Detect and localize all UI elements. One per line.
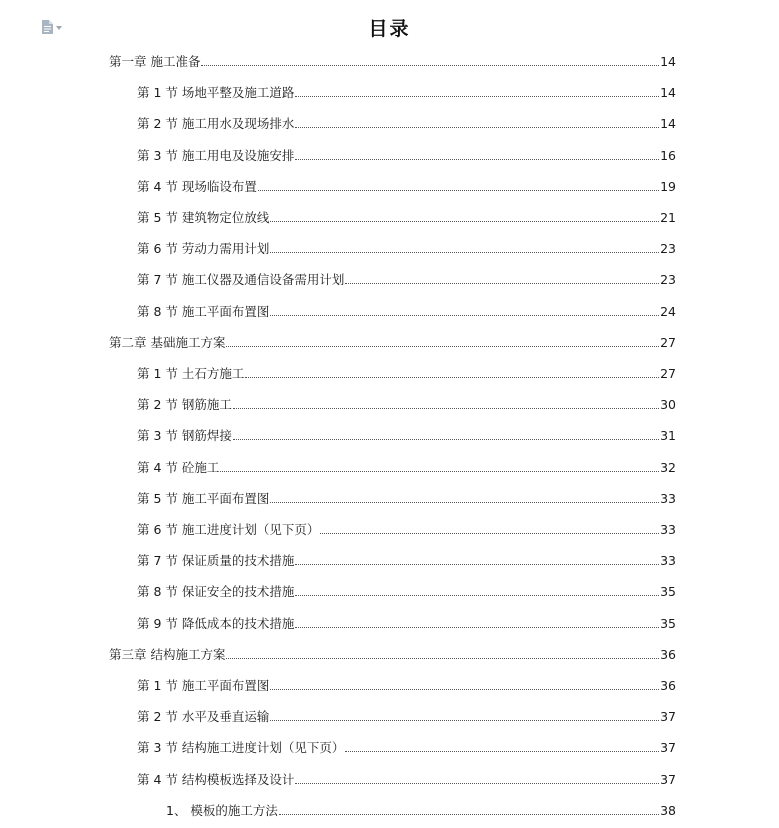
toc-entry-label: 第二章 基础施工方案 <box>109 335 226 350</box>
dot-leader <box>295 564 659 565</box>
toc-entry-label: 第 1 节 施工平面布置图 <box>137 678 270 693</box>
toc-entry-label: 第 2 节 施工用水及现场排水 <box>137 116 295 131</box>
toc-page-number: 23 <box>660 272 676 287</box>
toc-page-number: 33 <box>660 553 676 568</box>
toc-entry-label: 1、 模板的施工方法 <box>166 803 278 818</box>
toc-page-number: 23 <box>660 241 676 256</box>
toc-entry-label: 第 1 节 场地平整及施工道路 <box>137 85 295 100</box>
toc-entry[interactable] <box>137 300 676 320</box>
toc-page-number: 24 <box>660 304 676 319</box>
dot-leader <box>201 65 659 66</box>
toc-entry[interactable] <box>109 50 676 70</box>
toc-page-number: 37 <box>660 709 676 724</box>
toc-page-number: 37 <box>660 772 676 787</box>
toc-entry[interactable] <box>137 206 676 226</box>
toc-entry-label: 第 7 节 施工仪器及通信设备需用计划 <box>137 272 345 287</box>
dot-leader <box>295 159 659 160</box>
toc-entry[interactable] <box>137 549 676 569</box>
toc-page-number: 36 <box>660 678 676 693</box>
dot-leader <box>270 689 659 690</box>
toc-entry[interactable] <box>137 580 676 600</box>
dot-leader <box>258 190 659 191</box>
page-title: 目录 <box>368 18 411 40</box>
toc-entry-label: 第 5 节 建筑物定位放线 <box>137 210 270 225</box>
dot-leader <box>345 283 659 284</box>
toc-entry[interactable] <box>137 362 676 382</box>
toc-entry[interactable] <box>137 456 676 476</box>
toc-page-number: 14 <box>660 116 676 131</box>
toc-entry-label: 第 4 节 砼施工 <box>137 460 220 475</box>
dot-leader <box>345 751 659 752</box>
toc-page-number: 37 <box>660 740 676 755</box>
dot-leader <box>226 658 659 659</box>
dot-leader <box>279 814 659 815</box>
toc-page-number: 19 <box>660 179 676 194</box>
toc-page-number: 38 <box>660 803 676 818</box>
dot-leader <box>320 533 659 534</box>
toc-entry-label: 第 4 节 结构模板选择及设计 <box>137 772 295 787</box>
toc-entry-label: 第 5 节 施工平面布置图 <box>137 491 270 506</box>
toc-page-number: 35 <box>660 584 676 599</box>
toc-entry-label: 第 2 节 钢筋施工 <box>137 397 232 412</box>
toc-entry[interactable] <box>137 674 676 694</box>
dot-leader <box>295 127 659 128</box>
toc-page-number: 30 <box>660 397 676 412</box>
toc-page-number: 33 <box>660 522 676 537</box>
dot-leader <box>220 471 659 472</box>
toc-entry-label: 第 9 节 降低成本的技术措施 <box>137 616 295 631</box>
toc-entry-label: 第 3 节 施工用电及设施安排 <box>137 148 295 163</box>
dot-leader <box>295 627 659 628</box>
toc-entry-label: 第三章 结构施工方案 <box>109 647 226 662</box>
toc-entry-label: 第 7 节 保证质量的技术措施 <box>137 553 295 568</box>
dot-leader <box>295 96 659 97</box>
toc-page-number: 33 <box>660 491 676 506</box>
toc-page-number: 27 <box>660 335 676 350</box>
toc-entry-label: 第 3 节 钢筋焊接 <box>137 428 232 443</box>
toc-page-number: 35 <box>660 616 676 631</box>
dot-leader <box>295 783 659 784</box>
dot-leader <box>226 346 659 347</box>
toc-entry[interactable] <box>109 331 676 351</box>
toc-page-number: 36 <box>660 647 676 662</box>
toc-entry[interactable] <box>109 643 676 663</box>
toc-entry-label: 第 6 节 劳动力需用计划 <box>137 241 270 256</box>
dot-leader <box>245 377 659 378</box>
toc-entry[interactable] <box>137 237 676 257</box>
toc-entry[interactable] <box>137 736 676 756</box>
toc-entry-label: 第一章 施工准备 <box>109 54 201 69</box>
toc-entry-label: 第 6 节 施工进度计划（见下页） <box>137 522 320 537</box>
toc-entry[interactable] <box>166 799 676 819</box>
toc-page-number: 32 <box>660 460 676 475</box>
dot-leader <box>295 595 659 596</box>
toc-entry[interactable] <box>137 81 676 101</box>
toc-entry[interactable] <box>137 424 676 444</box>
toc-page-number: 31 <box>660 428 676 443</box>
toc-entry[interactable] <box>137 518 676 538</box>
toc-page-number: 21 <box>660 210 676 225</box>
toc-entry-label: 第 8 节 施工平面布置图 <box>137 304 270 319</box>
toc-page-number: 14 <box>660 54 676 69</box>
toc-entry-label: 第 3 节 结构施工进度计划（见下页） <box>137 740 345 755</box>
toc-entry[interactable] <box>137 268 676 288</box>
toc-entry[interactable] <box>137 144 676 164</box>
dot-leader <box>270 720 659 721</box>
toc-page-number: 14 <box>660 85 676 100</box>
dot-leader <box>270 502 659 503</box>
toc-page-number: 27 <box>660 366 676 381</box>
dot-leader <box>233 439 659 440</box>
toc-entry-label: 第 2 节 水平及垂直运输 <box>137 709 270 724</box>
toc-entry[interactable] <box>137 393 676 413</box>
toc-entry[interactable] <box>137 112 676 132</box>
dot-leader <box>233 408 659 409</box>
toc-entry-label: 第 8 节 保证安全的技术措施 <box>137 584 295 599</box>
toc-entry[interactable] <box>137 487 676 507</box>
toc-entry-label: 第 4 节 现场临设布置 <box>137 179 257 194</box>
toc-page-number: 16 <box>660 148 676 163</box>
toc-entry[interactable] <box>137 612 676 632</box>
dot-leader <box>270 315 659 316</box>
dot-leader <box>270 221 659 222</box>
toc-entry-label: 第 1 节 土石方施工 <box>137 366 245 381</box>
toc-entry[interactable] <box>137 768 676 788</box>
toc-entry[interactable] <box>137 175 676 195</box>
toc-entry[interactable] <box>137 705 676 725</box>
dot-leader <box>270 252 659 253</box>
